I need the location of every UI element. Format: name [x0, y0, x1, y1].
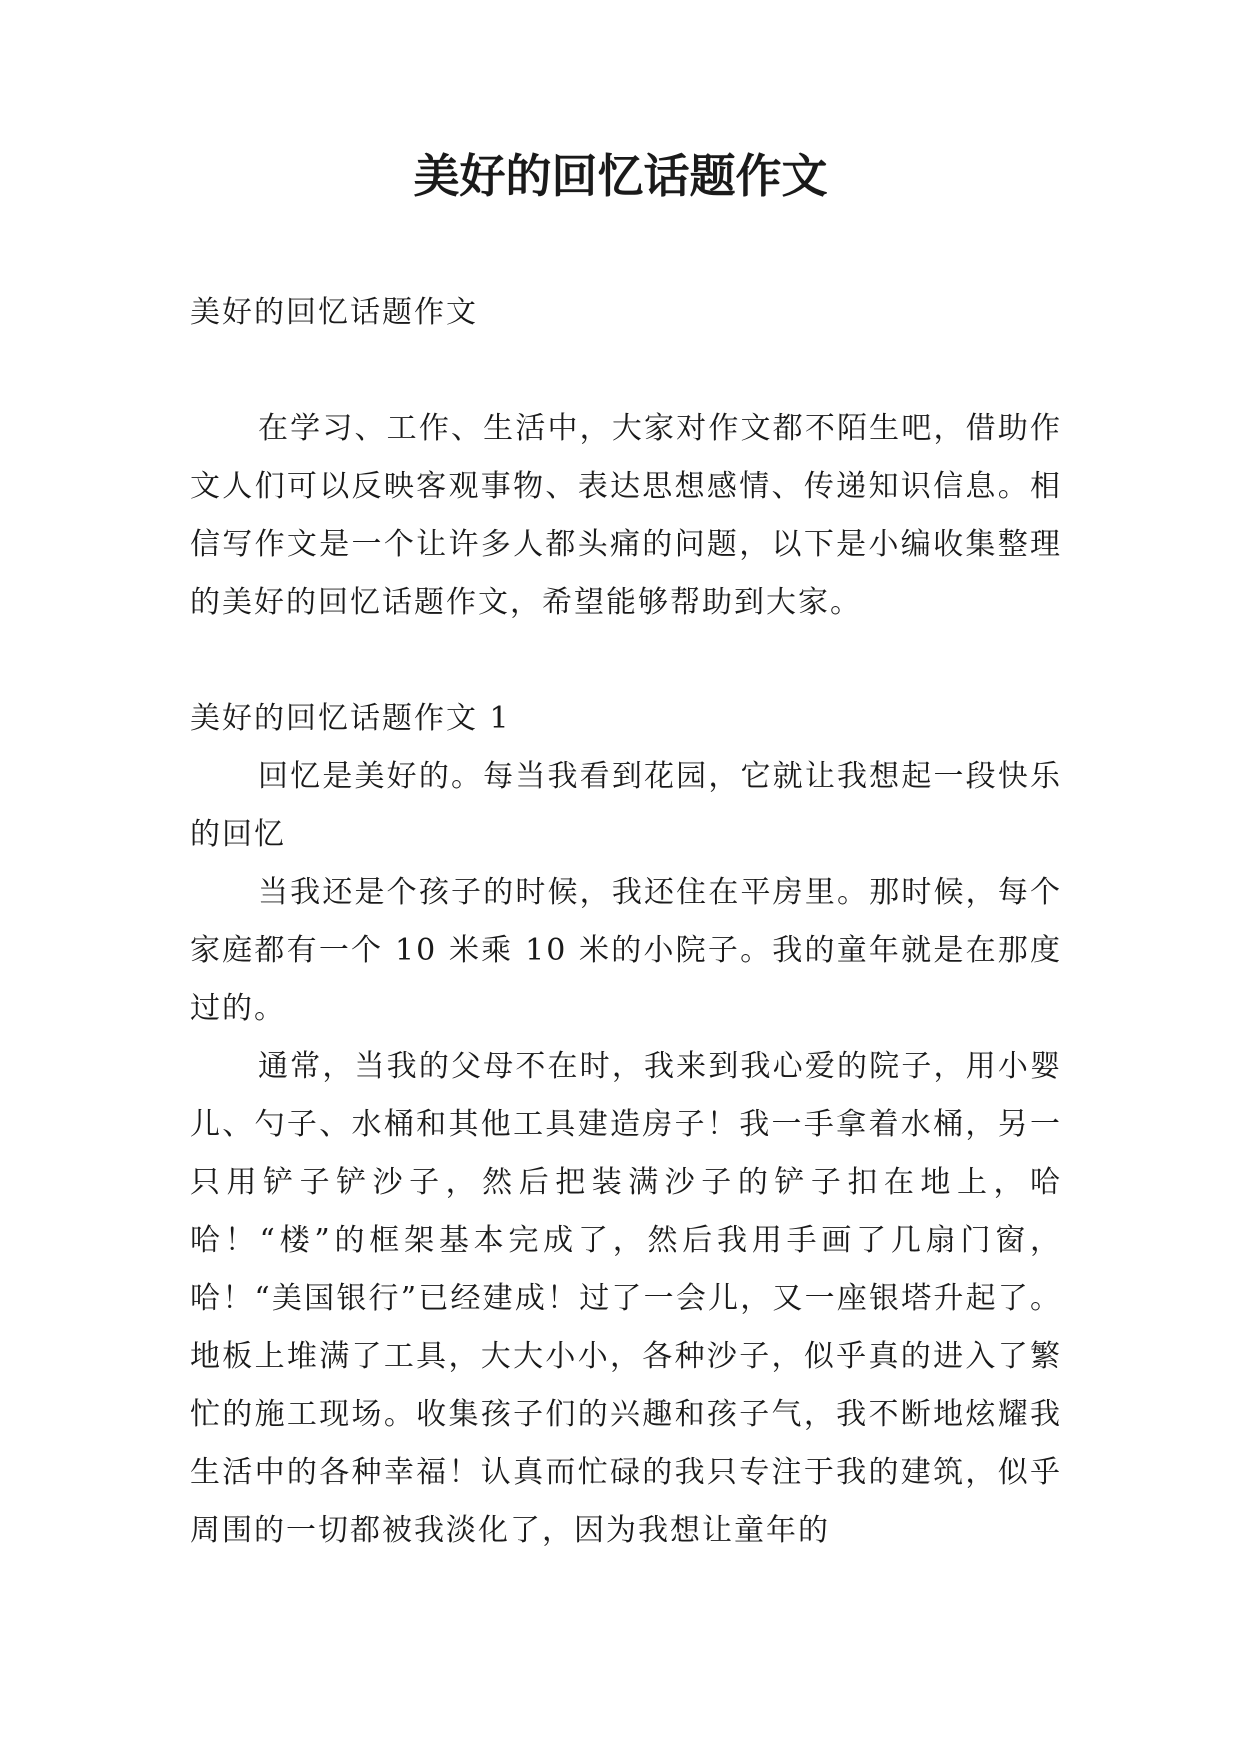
- essay-heading: 美好的回忆话题作文 1: [190, 701, 511, 736]
- document-title: 美好的回忆话题作文: [413, 149, 828, 203]
- intro-paragraph: 在学习、工作、生活中，大家对作文都不陌生吧，借助作文人们可以反映客观事物、表达思想感情、传递知识信息。相信写作文是一个让许多人都头痛的问题，以下是小编收集整理的美好的回忆话题作文，希望能够帮助到大家。: [190, 411, 1062, 620]
- essay-paragraph: 当我还是个孩子的时候，我还住在平房里。那时候，每个家庭都有一个 10 米乘 10 米的小院子。我的童年就是在那度过的。: [190, 875, 1062, 1026]
- document-subtitle: 美好的回忆话题作文: [190, 295, 478, 330]
- essay-paragraph: 回忆是美好的。每当我看到花园，它就让我想起一段快乐的回忆: [190, 759, 1062, 852]
- essay-paragraph: 通常，当我的父母不在时，我来到我心爱的院子，用小婴儿、勺子、水桶和其他工具建造房子！我一手拿着水桶，另一只用铲子铲沙子，然后把装满沙子的铲子扣在地上，哈哈！“楼”的框架基本完成了，然后我用手画了几扇门窗，哈！“美国银行”已经建成！过了一会儿，又一座银塔升起了。地板上堆满了工具，大大小小，各种沙子，似乎真的进入了繁忙的施工现场。收集孩子们的兴趣和孩子气，我不断地炫耀我生活中的各种幸福！认真而忙碌的我只专注于我的建筑，似乎周围的一切都被我淡化了，因为我想让童年的: [190, 1049, 1062, 1548]
- document-body: [190, 284, 1062, 1560]
